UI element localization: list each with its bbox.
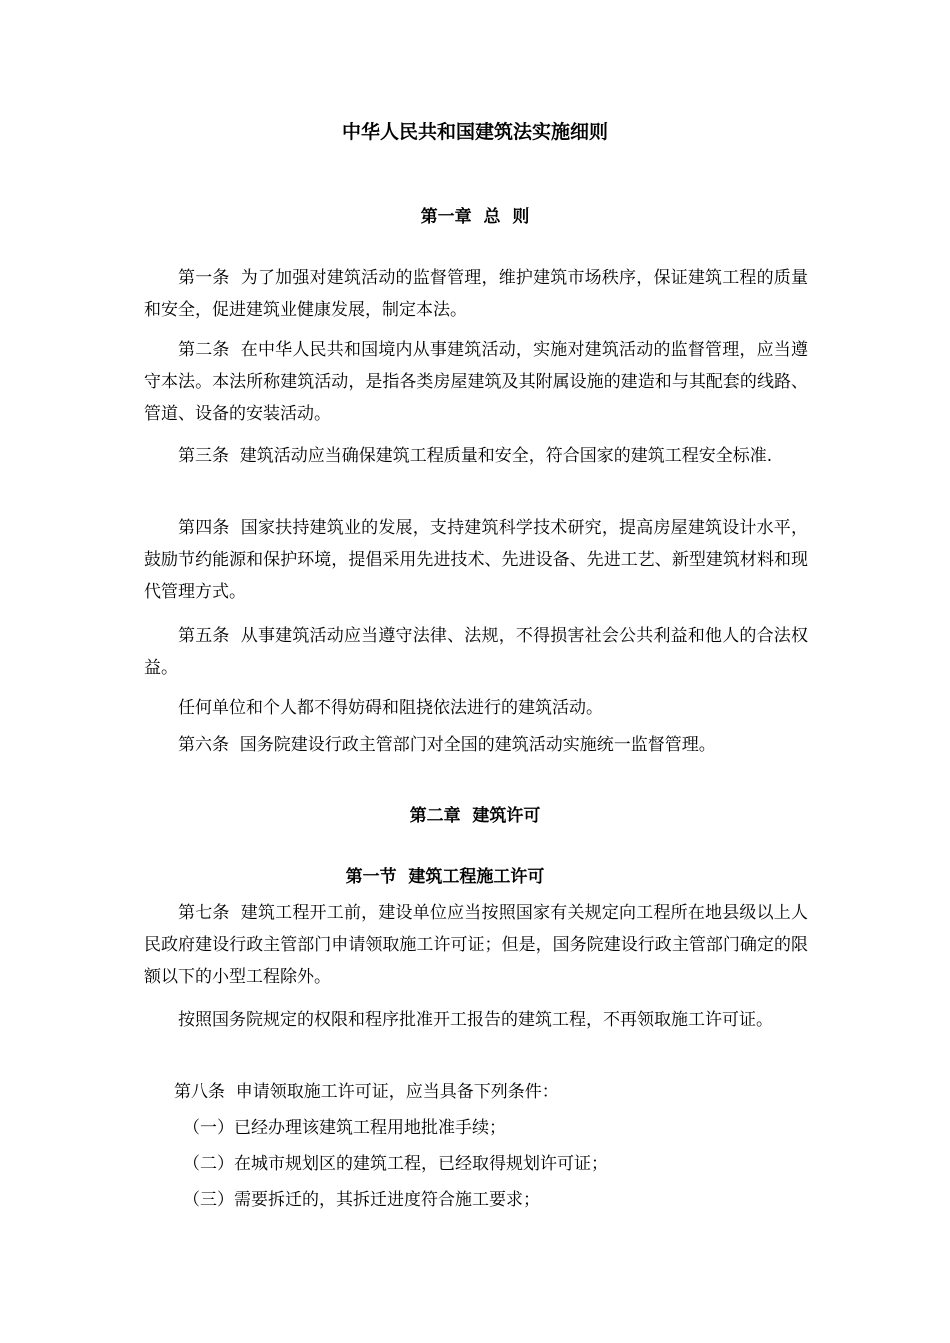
article-5: 第五条 从事建筑活动应当遵守法律、法规，不得损害社会公共利益和他人的合法权益。 [144,626,808,678]
article-2: 第二条 在中华人民共和国境内从事建筑活动，实施对建筑活动的监督管理，应当遵守本法。本法所称建筑活动，是指各类房屋建筑及其附属设施的建造和与其配套的线路、管道、设备的安装活动。 [144,340,808,424]
article-8: 第八条 申请领取施工许可证，应当具备下列条件： [174,1082,559,1102]
article-1: 第一条 为了加强对建筑活动的监督管理，维护建筑市场秩序，保证建筑工程的质量和安全，促进建筑业健康发展，制定本法。 [144,268,808,320]
condition-2: （二）在城市规划区的建筑工程，已经取得规划许可证； [183,1154,608,1174]
condition-3: （三）需要拆迁的，其拆迁进度符合施工要求； [183,1190,540,1210]
article-7-paragraph-2: 按照国务院规定的权限和程序批准开工报告的建筑工程，不再领取施工许可证。 [178,1010,773,1030]
article-4: 第四条 国家扶持建筑业的发展，支持建筑科学技术研究，提高房屋建筑设计水平，鼓励节约能源和保护环境，提倡采用先进技术、先进设备、先进工艺、新型建筑材料和现代管理方式。 [144,518,808,602]
chapter-1-heading: 第一章 总 则 [420,207,530,227]
article-3: 第三条 建筑活动应当确保建筑工程质量和安全，符合国家的建筑工程安全标准. [178,446,773,466]
section-1-heading: 第一节 建筑工程施工许可 [345,867,545,887]
document-title: 中华人民共和国建筑法实施细则 [341,121,608,143]
article-7: 第七条 建筑工程开工前，建设单位应当按照国家有关规定向工程所在地县级以上人民政府建设行政主管部门申请领取施工许可证；但是，国务院建设行政主管部门确定的限额以下的小型工程除外。 [144,903,808,987]
condition-1: （一）已经办理该建筑工程用地批准手续； [183,1118,506,1138]
chapter-2-heading: 第二章 建筑许可 [409,806,541,826]
article-5-paragraph-2: 任何单位和个人都不得妨碍和阻挠依法进行的建筑活动。 [178,698,603,718]
article-6: 第六条 国务院建设行政主管部门对全国的建筑活动实施统一监督管理。 [178,735,716,755]
